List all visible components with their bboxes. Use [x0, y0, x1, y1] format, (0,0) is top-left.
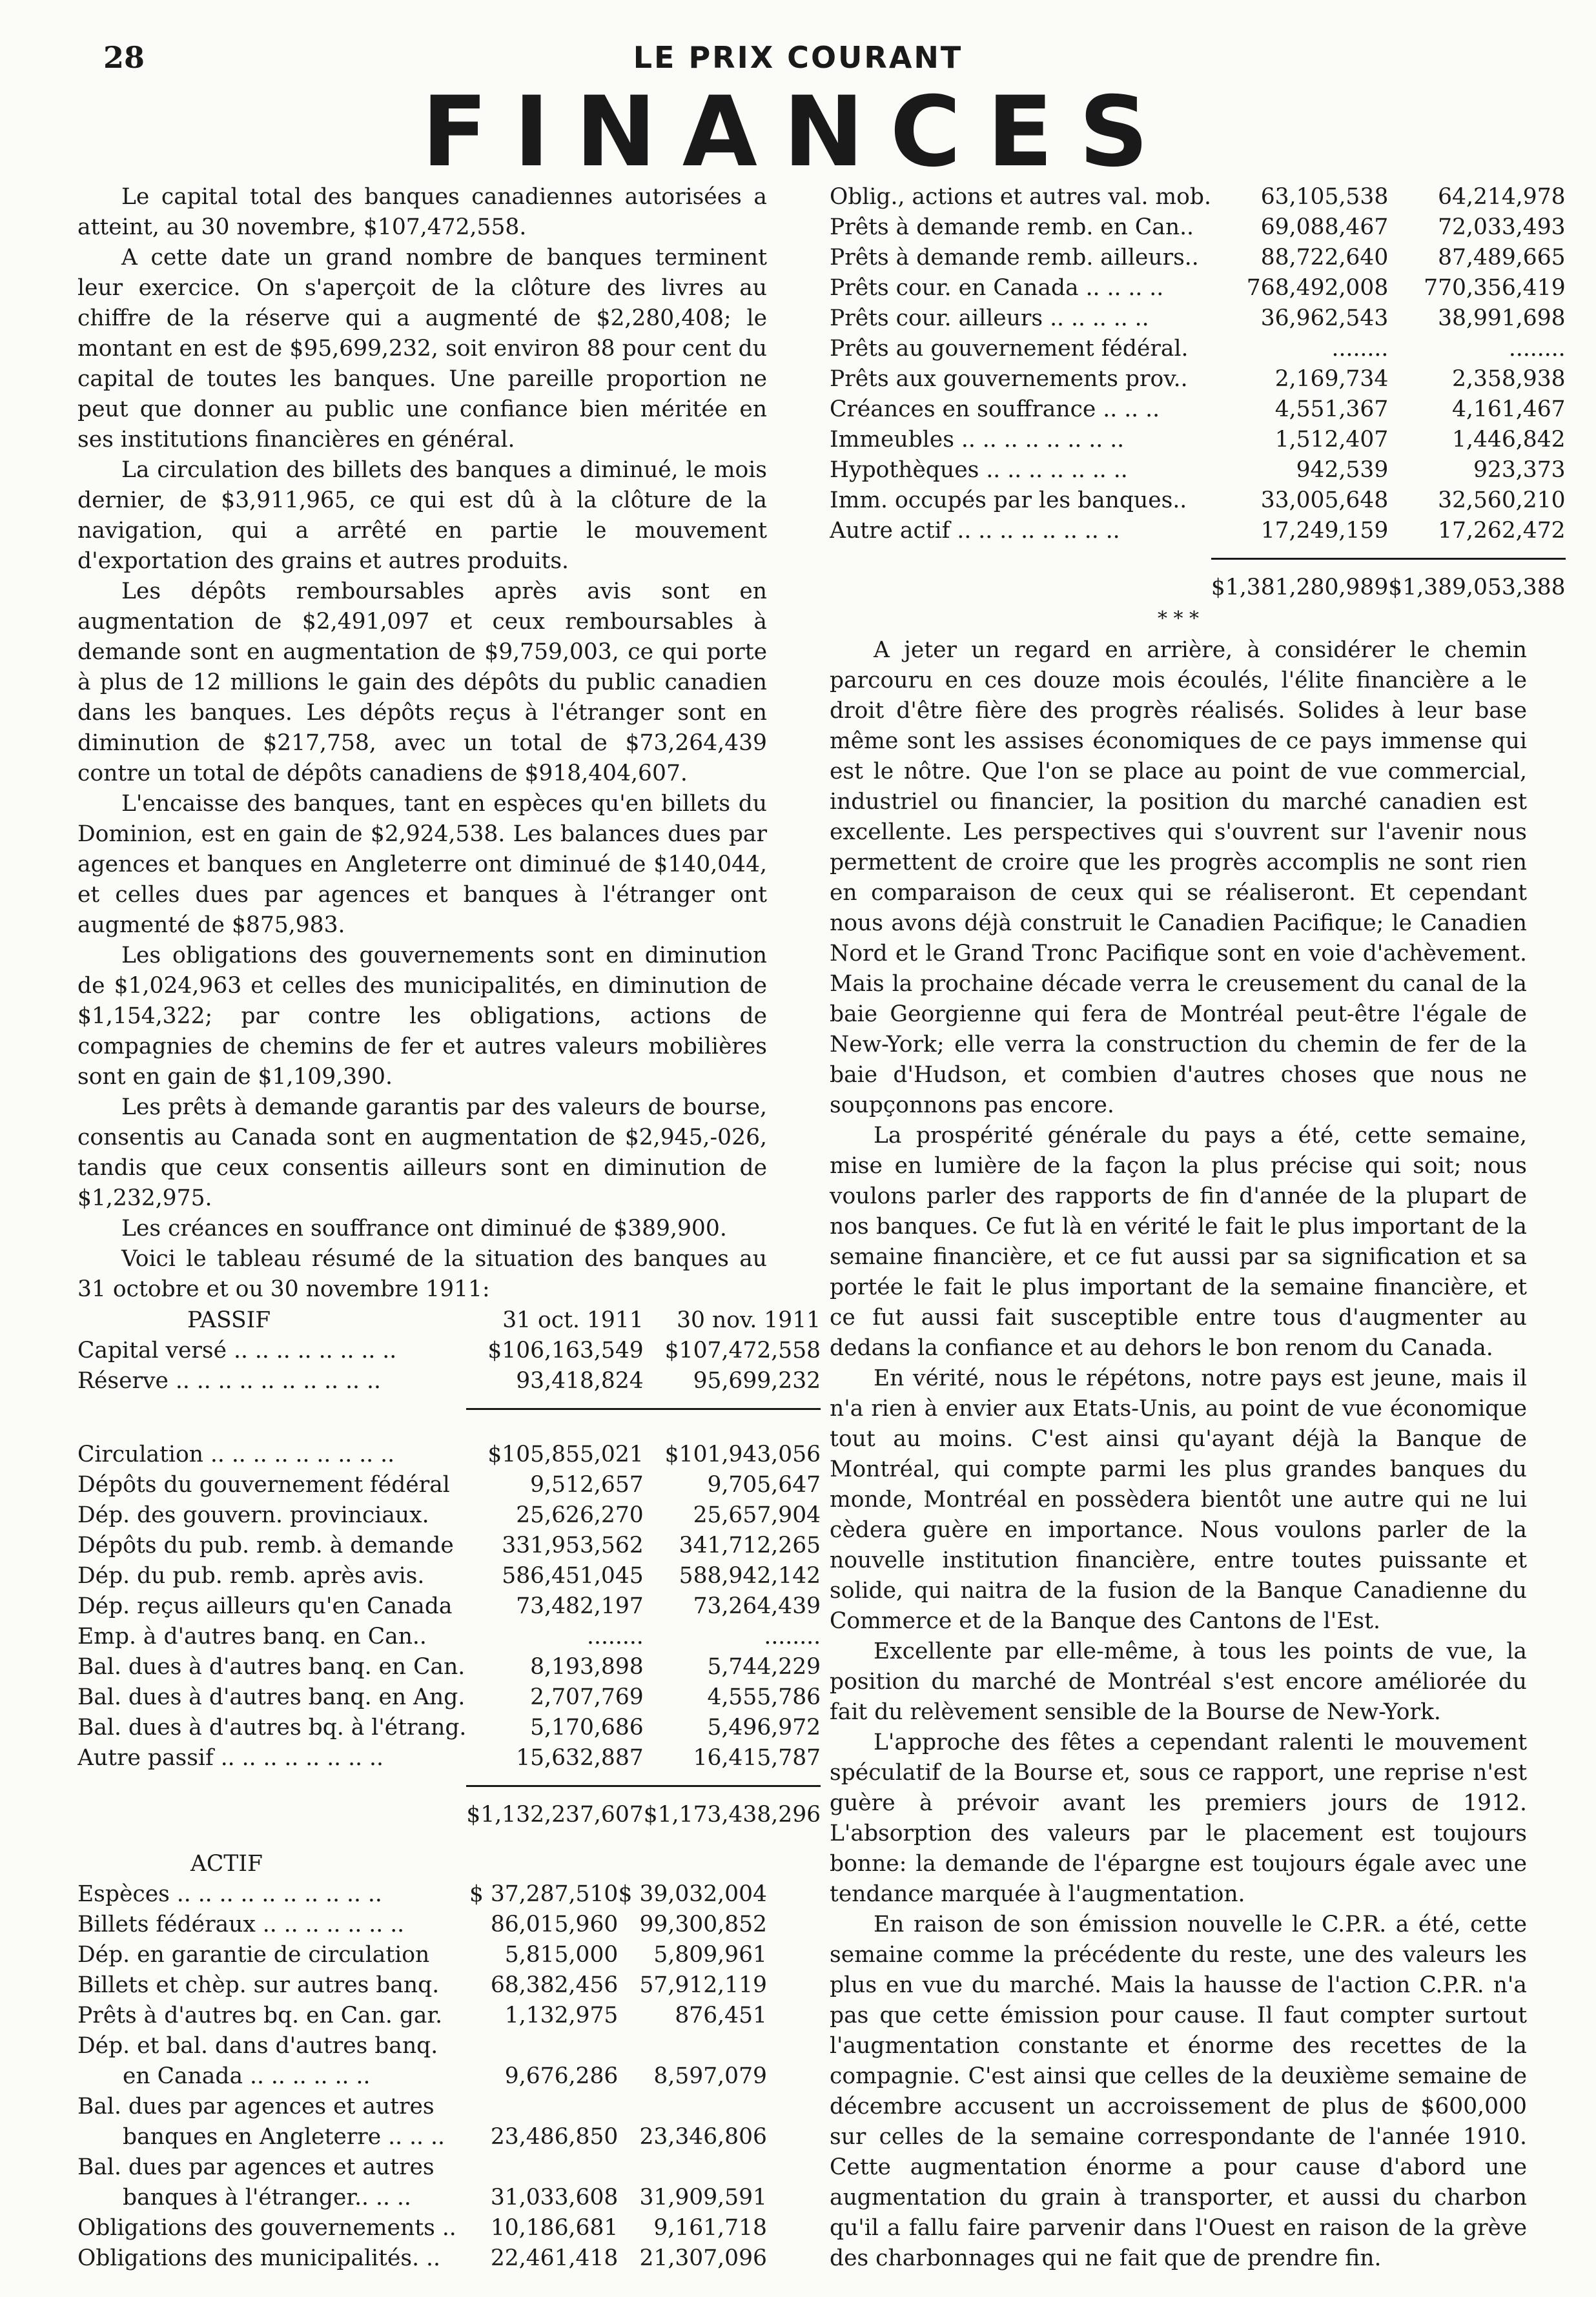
row-value-col1: 942,539 [1296, 457, 1389, 483]
row-value-col1: 73,482,197 [516, 1593, 644, 1619]
row-value-col2 [618, 2152, 767, 2183]
row-label: Dép. en garantie de circulation [77, 1942, 430, 1968]
row-label: Bal. dues par agences et autres [77, 2094, 435, 2119]
paragraph: En vérité, nous le répétons, notre pays est jeune, mais il n'a rien à envier aux Etats-Unis, au point de vue économique tout au moins. C'est ainsi qu'ayant déjà la Banque de Montréal, qui compte parmi les plus grandes banques du monde, Montréal en possèdera bientôt une autre qui ne lui cèdera guère en importance. Nous voulons parler de la nouvelle institution financière, entre toutes puissante et solide, qui naitra de la fusion de la Banque Canadienne du Commerce et de la Banque des Cantons de l'Est. [830, 1365, 1527, 1634]
row-value-col1: 22,461,418 [490, 2245, 619, 2271]
running-title: LE PRIX COURANT [633, 40, 963, 75]
row-label: en Canada .. .. .. .. .. .. [123, 2063, 371, 2089]
row-value-col2: 87,489,665 [1438, 245, 1566, 271]
row-value-col2 [618, 2031, 767, 2061]
row-value-col1: 1,132,975 [504, 2003, 619, 2028]
table-row [830, 212, 1566, 243]
total-rule [77, 1396, 821, 1409]
actif-heading: ACTIF [190, 1851, 263, 1877]
row-value-col2: 8,597,079 [653, 2063, 767, 2089]
total-row [830, 559, 1566, 604]
row-value-col1: 88,722,640 [1260, 245, 1389, 271]
row-value-col1: 768,492,008 [1246, 275, 1389, 301]
row-label: Dép. reçus ailleurs qu'en Canada [77, 1593, 453, 1619]
paragraph: Les prêts à demande garantis par des valeurs de bourse, consentis au Canada sont en augmentation de $2,945,-026, tandis que ceux consentis ailleurs sont en diminution de $1,232,975. [77, 1094, 767, 1211]
table-row [830, 364, 1566, 394]
table-row [77, 1622, 821, 1652]
row-value-col1: 23,486,850 [490, 2124, 619, 2150]
table-row [77, 1743, 821, 1773]
row-value-col2: 23,346,806 [639, 2124, 767, 2150]
paragraph: A jeter un regard en arrière, à considérer le chemin parcouru en ces douze mois écoulés, l'élite financière a le droit d'être fière des progrès réalisés. Solides à leur base même sont les assises économiques de ce pays immense qui est le nôtre. Que l'on se place au point de vue commercial, industriel ou financier, la position du marché canadien est excellente. Les perspectives qui s'ouvrent sur l'avenir nous permettent de croire que les progrès accomplis ne sont rien en comparaison de ceux qui se réaliseront. Et cependant nous avons déjà construit le Canadien Pacifique; le Canadien Nord et le Grand Tronc Pacifique sont en voie d'achèvement. Mais la prochaine décade verra le creusement du canal de la baie Georgienne qui fera de Montréal peut-être l'égale de New-York; elle verra la construction du chemin de fer de la baie d'Hudson, et combien d'autres choses que nous ne soupçonnons pas encore. [830, 637, 1527, 1118]
row-value-col1: 10,186,681 [490, 2215, 619, 2241]
row-value-col1: 17,249,159 [1260, 518, 1389, 544]
row-label: Dép. des gouvern. provinciaux. [77, 1502, 429, 1528]
actif-continued-table [830, 182, 1566, 603]
row-value-col2: ........ [764, 1624, 821, 1649]
row-value-col1: 63,105,538 [1260, 184, 1389, 210]
row-value-col2: 16,415,787 [693, 1745, 821, 1771]
paragraph: La circulation des billets des banques a diminué, le mois dernier, de $3,911,965, ce qui est dû à la clôture de la navigation, qui a arrêté en partie le mouvement d'exportation des grains et autres produits. [77, 457, 767, 574]
row-label: Prêts à demande remb. ailleurs.. [830, 245, 1199, 271]
row-value-col2: 99,300,852 [639, 1912, 767, 1937]
row-label: Emp. à d'autres banq. en Can.. [77, 1624, 427, 1649]
row-value-col1: 31,033,608 [490, 2185, 619, 2210]
row-label: Prêts à d'autres bq. en Can. gar. [77, 2003, 443, 2028]
row-value-col1: 2,707,769 [530, 1684, 644, 1710]
row-label: Obligations des gouvernements .. [77, 2215, 456, 2241]
row-value-col2: 72,033,493 [1438, 214, 1566, 240]
row-value-col1: 4,551,367 [1274, 396, 1389, 422]
passif-table [77, 1305, 821, 1830]
table-row [77, 1561, 821, 1591]
table-row [77, 1366, 821, 1396]
table-row [77, 1652, 821, 1682]
passif-heading: PASSIF [187, 1307, 271, 1333]
row-label: Bal. dues par agences et autres [77, 2154, 435, 2180]
paragraph: L'approche des fêtes a cependant ralenti le mouvement spéculatif de la Bourse et, sous ce rapport, une reprise n'est guère à prévoir avant les premiers jours de 1912. L'absorption des valeurs par le placement est toujours bonne: la demande de l'épargne est toujours égale avec une tendance marquée à l'augmentation. [830, 1730, 1527, 1907]
paragraph: Les dépôts remboursables après avis sont en augmentation de $2,491,097 et ceux remboursables à demande sont en augmentation de $9,759,003, ce qui porte à plus de 12 millions le gain des dépôts du public canadien dans les banques. Les dépôts reçus à l'étranger sont en diminution de $217,758, avec un total de $73,264,439 contre un total de dépôts canadiens de $918,404,607. [77, 578, 767, 786]
row-value-col2: 923,373 [1473, 457, 1566, 483]
table-row [77, 1910, 767, 1940]
table-row [830, 485, 1566, 516]
row-value-col2: 73,264,439 [693, 1593, 821, 1619]
page-number: 28 [103, 40, 145, 75]
row-value-col2: $101,943,056 [664, 1442, 821, 1467]
row-label: Créances en souffrance .. .. .. [830, 396, 1160, 422]
row-value-col2: 341,712,265 [679, 1533, 821, 1558]
table-row [77, 1500, 821, 1531]
actif-header-row [77, 1848, 767, 1879]
row-value-col1: 9,676,286 [504, 2063, 619, 2089]
paragraph: Les obligations des gouvernements sont en diminution de $1,024,963 et celles des municipalités, en diminution de $1,154,322; par contre les obligations, actions de compagnies de chemins de fer et autres valeurs mobilières sont en gain de $1,109,390. [77, 943, 767, 1090]
row-label: Obligations des municipalités. .. [77, 2245, 440, 2271]
row-label: Autre actif .. .. .. .. .. .. .. .. [830, 518, 1120, 544]
row-value-col1: $ 37,287,510 [469, 1881, 619, 1907]
row-value-col1: 1,512,407 [1274, 427, 1389, 453]
table-row [77, 2092, 767, 2122]
row-value-col1 [469, 2152, 618, 2183]
row-label: Réserve .. .. .. .. .. .. .. .. .. .. [77, 1368, 381, 1394]
paragraph: Les créances en souffrance ont diminué de $389,900. [121, 1216, 727, 1241]
row-value-col2 [618, 2092, 767, 2122]
table-row [830, 182, 1566, 212]
col2-header: 30 nov. 1911 [677, 1307, 821, 1333]
total-col1: $1,132,237,607 [466, 1802, 644, 1828]
row-value-col2: 2,358,938 [1452, 366, 1566, 392]
row-label: Capital versé .. .. .. .. .. .. .. .. [77, 1338, 397, 1363]
row-value-col1: 68,382,456 [490, 1972, 619, 1998]
row-value-col2: 876,451 [675, 2003, 767, 2028]
table-row [830, 243, 1566, 273]
total-rule [830, 546, 1566, 559]
total-col2: $1,389,053,388 [1388, 575, 1566, 600]
total-rule [77, 1773, 821, 1786]
row-label: Dép. et bal. dans d'autres banq. [77, 2033, 438, 2059]
row-value-col1: 86,015,960 [490, 1912, 619, 1937]
total-row [77, 1786, 821, 1831]
total-col1: $1,381,280,989 [1211, 575, 1389, 600]
page-header [0, 40, 1596, 79]
table-row [830, 334, 1566, 364]
row-value-col1: ........ [1331, 336, 1389, 362]
row-label: Billets fédéraux .. .. .. .. .. .. .. [77, 1912, 405, 1937]
paragraph: En raison de son émission nouvelle le C.P.R. a été, cette semaine comme la précédente du reste, une des valeurs les plus en vue du marché. Mais la hausse de l'action C.P.R. n'a pas que cette émission pour cause. Il faut compter surtout l'augmentation constante et énorme des recettes de la compagnie. C'est ainsi que celles de la deuxième semaine de décembre accusent un accroissement de plus de $600,000 sur celles de la semaine correspondante de l'année 1910. Cette augmentation énorme a pour cause d'abord une augmentation du grain à transporter, et aussi du charbon qu'il a fallu faire parvenir dans l'Ouest en raison de la grève des charbonnages qui ne fait que de prendre fin. [830, 1912, 1527, 2271]
table-row [77, 1470, 821, 1500]
paragraph: A cette date un grand nombre de banques terminent leur exercice. On s'aperçoit de la clôture des livres au chiffre de la réserve qui a augmenté de $2,280,408; le montant en est de $95,699,232, soit environ 88 pour cent du capital de toutes les banques. Une pareille proportion ne peut que donner au public une confiance bien méritée en ses institutions financières en général. [77, 245, 767, 453]
row-label: Dépôts du pub. remb. à demande [77, 1533, 454, 1558]
left-column [77, 182, 821, 2274]
row-value-col2: 38,991,698 [1438, 305, 1566, 331]
section-title: FINANCES [421, 76, 1175, 189]
table-row [77, 1682, 821, 1713]
row-label: Bal. dues à d'autres banq. en Can. [77, 1654, 466, 1680]
right-column [830, 182, 1566, 2274]
row-value-col2: 31,909,591 [639, 2185, 767, 2210]
table-row [77, 1940, 767, 1970]
passif-header-row [77, 1305, 821, 1336]
row-value-col1: 8,193,898 [530, 1654, 644, 1680]
row-value-col1: 586,451,045 [502, 1563, 644, 1589]
table-row [77, 1713, 821, 1743]
table-row [77, 2031, 767, 2061]
row-label: Oblig., actions et autres val. mob. [830, 184, 1211, 210]
row-value-col1: ........ [587, 1624, 644, 1649]
table-row [77, 1879, 767, 1910]
row-value-col2: 17,262,472 [1438, 518, 1566, 544]
row-value-col1: 93,418,824 [516, 1368, 644, 1394]
row-value-col2: 95,699,232 [693, 1368, 821, 1394]
paragraph: L'encaisse des banques, tant en espèces qu'en billets du Dominion, est en gain de $2,924,538. Les balances dues par agences et banques en Angleterre ont diminué de $140,044, et celles dues par agences et banques à l'étranger ont augmenté de $875,983. [77, 791, 767, 938]
col1-header: 31 oct. 1911 [502, 1307, 644, 1333]
paragraph: La prospérité générale du pays a été, cette semaine, mise en lumière de la façon la plus précise qui soit; nous voulons parler des rapports de fin d'année de la plupart de nos banques. Ce fut là en vérité le fait le plus important de la semaine financière, et ce fut aussi par sa signification et sa portée le fait le plus important de la semaine financière, et ce fut aussi fait susceptible entre tous d'augmenter au dedans la confiance et au dehors le bon renom du Canada. [830, 1123, 1527, 1361]
row-label: Autre passif .. .. .. .. .. .. .. .. [77, 1745, 384, 1771]
table-row [77, 2001, 767, 2031]
table-row [77, 2152, 767, 2183]
paragraph: Excellente par elle-même, à tous les points de vue, la position du marché de Montréal s'est encore améliorée du fait du relèvement sensible de la Bourse de New-York. [830, 1639, 1527, 1725]
actif-table [77, 1848, 767, 2274]
table-row [77, 2243, 767, 2274]
table-row [830, 455, 1566, 485]
row-value-col2: 25,657,904 [693, 1502, 821, 1528]
row-value-col1: 25,626,270 [516, 1502, 644, 1528]
row-value-col2: $ 39,032,004 [618, 1881, 767, 1907]
table-row [77, 1970, 767, 2001]
table-row [830, 516, 1566, 546]
row-label: Prêts cour. en Canada .. .. .. .. [830, 275, 1164, 301]
row-value-col1: 9,512,657 [530, 1472, 644, 1498]
row-value-col2: 9,161,718 [653, 2215, 767, 2241]
row-value-col2: 4,161,467 [1452, 396, 1566, 422]
row-value-col2: 64,214,978 [1438, 184, 1566, 210]
row-label: Prêts au gouvernement fédéral. [830, 336, 1189, 362]
row-value-col2: 588,942,142 [679, 1563, 821, 1589]
total-col2: $1,173,438,296 [643, 1802, 821, 1828]
row-value-col2: 5,496,972 [707, 1715, 821, 1741]
table-row [77, 1531, 821, 1561]
row-value-col1 [469, 2092, 618, 2122]
row-value-col1: 15,632,887 [516, 1745, 644, 1771]
row-value-col2: 1,446,842 [1452, 427, 1566, 453]
row-value-col1: 331,953,562 [502, 1533, 644, 1558]
row-value-col2: 5,744,229 [707, 1654, 821, 1680]
row-value-col2: $107,472,558 [664, 1338, 821, 1363]
row-value-col2: 57,912,119 [639, 1972, 767, 1998]
row-value-col1: 5,815,000 [504, 1942, 619, 1968]
table-row [77, 2061, 767, 2092]
row-label: Immeubles .. .. .. .. .. .. .. .. [830, 427, 1125, 453]
row-value-col1 [469, 2031, 618, 2061]
table-row [77, 2213, 767, 2243]
table-row [77, 1440, 821, 1470]
row-value-col1: 36,962,543 [1260, 305, 1389, 331]
row-value-col2: 21,307,096 [639, 2245, 767, 2271]
row-label: Bal. dues à d'autres banq. en Ang. [77, 1684, 466, 1710]
row-value-col1: 33,005,648 [1260, 487, 1389, 513]
row-label: Prêts aux gouvernements prov.. [830, 366, 1188, 392]
table-row [77, 1591, 821, 1622]
row-label: banques en Angleterre .. .. .. [123, 2124, 445, 2150]
table-row [77, 2183, 767, 2213]
row-value-col1: 5,170,686 [530, 1715, 644, 1741]
row-value-col2: ........ [1508, 336, 1566, 362]
table-row [77, 1336, 821, 1366]
row-value-col2: 32,560,210 [1438, 487, 1566, 513]
row-label: Hypothèques .. .. .. .. .. .. .. [830, 457, 1128, 483]
row-label: Circulation .. .. .. .. .. .. .. .. .. [77, 1442, 395, 1467]
row-value-col2: 770,356,419 [1424, 275, 1566, 301]
row-value-col2: 4,555,786 [707, 1684, 821, 1710]
table-row [830, 425, 1566, 455]
row-value-col1: $106,163,549 [487, 1338, 644, 1363]
table-row [830, 394, 1566, 425]
row-label: Dépôts du gouvernement fédéral [77, 1472, 450, 1498]
table-row [77, 2122, 767, 2152]
row-value-col2: 9,705,647 [707, 1472, 821, 1498]
paragraph: Voici le tableau résumé de la situation des banques au 31 octobre et ou 30 novembre 1911: [77, 1246, 767, 1302]
section-separator: * * * [1157, 607, 1200, 630]
row-label: Imm. occupés par les banques.. [830, 487, 1187, 513]
row-value-col1: 2,169,734 [1274, 366, 1389, 392]
row-value-col1: 69,088,467 [1260, 214, 1389, 240]
row-value-col2: 5,809,961 [653, 1942, 767, 1968]
table-row [830, 273, 1566, 303]
row-label: banques à l'étranger.. .. .. [123, 2185, 411, 2210]
row-label: Billets et chèp. sur autres banq. [77, 1972, 440, 1998]
row-label: Prêts cour. ailleurs .. .. .. .. .. [830, 305, 1149, 331]
row-label: Prêts à demande remb. en Can.. [830, 214, 1194, 240]
row-label: Bal. dues à d'autres bq. à l'étrang. [77, 1715, 467, 1741]
table-row [830, 303, 1566, 334]
paragraph: Le capital total des banques canadiennes autorisées a atteint, au 30 novembre, $107,472,558. [77, 184, 767, 240]
row-value-col1: $105,855,021 [487, 1442, 644, 1467]
row-label: Dép. du pub. remb. après avis. [77, 1563, 425, 1589]
row-label: Espèces .. .. .. .. .. .. .. .. .. .. [77, 1881, 382, 1907]
